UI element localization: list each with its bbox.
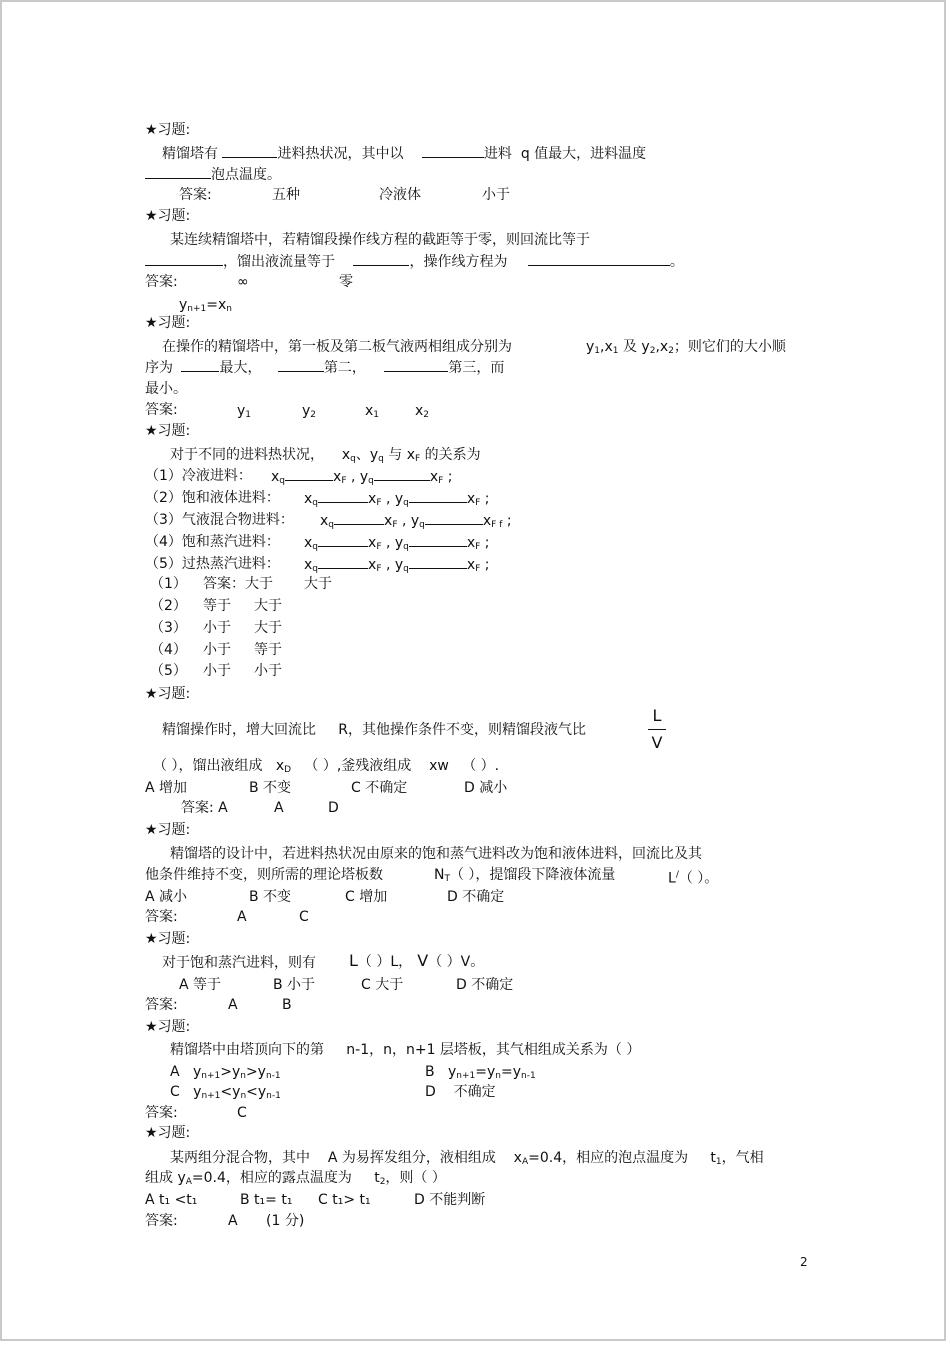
- answer-label: 答案:: [145, 274, 178, 290]
- answer-value: $y_1$: [237, 403, 252, 420]
- question-text: ，馏出液流量等于 ，操作线方程为 。: [145, 252, 684, 271]
- option: D 不能判断: [414, 1192, 486, 1208]
- answer-value: A: [274, 800, 284, 816]
- question-title: ★习题:: [145, 931, 191, 947]
- question-title: ★习题:: [145, 315, 191, 331]
- answer-label: 答案:: [145, 1105, 178, 1121]
- question-text: 对于不同的进料热状况， $x_q$、$y_q$ 与 $x_F$ 的关系为: [170, 447, 481, 464]
- feed-row: （1）冷液进料：: [145, 468, 252, 484]
- answer-label: 答案:: [145, 1213, 178, 1229]
- question-text: 精馏塔有 进料热状况，其中以 进料 q 值最大，进料温度: [162, 146, 647, 162]
- feed-row-blanks: $x_q$ $x_F$ , $y_q$ $x_F$ ;: [304, 491, 490, 508]
- question-text: $N_T$（ ），提馏段下降液体流量: [434, 867, 616, 884]
- option: A 等于: [179, 977, 222, 993]
- answer-value: 小于: [203, 620, 231, 636]
- answer-value: 大于: [254, 598, 282, 614]
- answer-num: （3）: [150, 620, 187, 636]
- question-text: 对于饱和蒸汽进料，则有: [162, 955, 316, 971]
- option: A 减小: [145, 889, 188, 905]
- option: C t₁> t₁: [318, 1192, 371, 1208]
- answer-value: 小于: [482, 187, 510, 203]
- feed-row: （4）饱和蒸汽进料：: [145, 534, 280, 550]
- question-title: ★习题:: [145, 686, 191, 702]
- option: B t₁= t₁: [240, 1192, 293, 1208]
- answer-value: $y_2$: [302, 403, 317, 420]
- answer-num: （2）: [150, 598, 187, 614]
- question-text: 组成 $y_A=0.4$，相应的露点温度为 $t_2$，则（ ）: [145, 1170, 446, 1187]
- feed-row-blanks: $x_q$ $x_F$ , $y_q$ $x_F$ ;: [304, 535, 490, 552]
- answer-value: C: [237, 1105, 247, 1121]
- answer-label: 答案:: [179, 187, 212, 203]
- option: B 小于: [273, 977, 316, 993]
- answer-num: （1）: [150, 576, 187, 592]
- answer-value: A: [228, 1213, 238, 1229]
- question-title: ★习题:: [145, 208, 191, 224]
- answer-value: C: [299, 909, 309, 925]
- answer-value: 大于: [254, 620, 282, 636]
- answer-value: A: [237, 909, 247, 925]
- feed-row-blanks: $x_q$ $x_F$ , $y_q$ $x_{F f}$ ;: [320, 513, 512, 530]
- answer-value: 大于: [304, 576, 332, 592]
- answer-value: 零: [339, 274, 353, 290]
- option: C 不确定: [351, 780, 408, 796]
- option: B 不变: [249, 889, 292, 905]
- answer-value: 等于: [203, 598, 231, 614]
- option: C 大于: [361, 977, 404, 993]
- question-text: L/（ ）。: [668, 870, 719, 887]
- answer-value: B: [282, 997, 292, 1013]
- question-text: 序为 最大， 第二， 第三，而: [145, 360, 505, 376]
- fraction-denominator: V: [651, 733, 663, 752]
- option: A 增加: [145, 780, 188, 796]
- answer-value: 小于: [203, 663, 231, 679]
- question-text: 某连续精馏塔中，若精馏段操作线方程的截距等于零，则回流比等于: [170, 232, 590, 248]
- option: B $y_{n+1}=y_n=y_{n-1}$: [425, 1064, 536, 1081]
- option: B 不变: [249, 780, 292, 796]
- answer-value: 小于: [254, 663, 282, 679]
- question-title: ★习题:: [145, 423, 191, 439]
- answer-value: 答案: A: [181, 800, 228, 816]
- option: D 不确定: [425, 1084, 496, 1100]
- answer-num: （4）: [150, 642, 187, 658]
- question-text: $y_1,x_1$ 及 $y_2,x_2$；则它们的大小顺: [586, 339, 786, 356]
- feed-row: （3）气液混合物进料：: [145, 512, 294, 528]
- option: D 不确定: [447, 889, 505, 905]
- option: D 减小: [464, 780, 508, 796]
- question-text: 某两组分混合物，其中 A 为易挥发组分，液相组成 $x_A=0.4$，相应的泡点温度为 $t_1$，气相: [170, 1150, 764, 1167]
- question-title: ★习题:: [145, 822, 191, 838]
- option: A t₁ <t₁: [145, 1192, 198, 1208]
- question-text: L（ ）L， V（ ）V。: [349, 951, 485, 970]
- option: C 增加: [345, 889, 388, 905]
- fraction-bar: [648, 729, 666, 730]
- answer-value: 冷液体: [379, 187, 421, 203]
- option: A $y_{n+1}>y_n>y_{n-1}$: [170, 1064, 281, 1081]
- answer-label: 答案:: [145, 997, 178, 1013]
- question-text: 精馏塔的设计中，若进料热状况由原来的饱和蒸气进料改为饱和液体进料，回流比及其: [170, 846, 702, 862]
- question-text: （ ），馏出液组成 $x_D$ （ ）,釜残液组成 xw （ ）.: [153, 758, 500, 775]
- feed-row: （2）饱和液体进料：: [145, 490, 280, 506]
- question-title: ★习题:: [145, 1125, 191, 1141]
- answer-num: （5）: [150, 663, 187, 679]
- fraction-numerator: L: [652, 706, 662, 725]
- feed-row-blanks: $x_q$ $x_F$ , $y_q$ $x_F$ ;: [304, 557, 490, 574]
- answer-value: (1 分): [266, 1213, 305, 1229]
- feed-row-blanks: $x_q$ $x_F$ , $y_q$ $x_F$ ;: [271, 469, 453, 486]
- answer-value: 五种: [272, 187, 300, 203]
- answer-value: $x_1$: [365, 403, 380, 420]
- question-text: 最小。: [145, 381, 187, 397]
- question-text: 他条件维持不变，则所需的理论塔板数: [145, 867, 383, 883]
- answer-value: ∞: [237, 274, 249, 290]
- feed-row: （5）过热蒸汽进料：: [145, 556, 280, 572]
- answer-value: D: [328, 800, 339, 816]
- question-text: 在操作的精馏塔中，第一板及第二板气液两相组成分别为: [162, 339, 512, 355]
- question-title: ★习题:: [145, 122, 191, 138]
- answer-label: 答案:: [145, 909, 178, 925]
- page-number: 2: [800, 1255, 808, 1269]
- answer-value: 等于: [254, 642, 282, 658]
- answer-label: 答案:: [145, 402, 178, 418]
- question-text: 精馏塔中由塔顶向下的第 n-1，n，n+1 层塔板，其气相组成关系为（ ）: [170, 1042, 641, 1058]
- option: D 不确定: [456, 977, 514, 993]
- question-text: 泡点温度。: [145, 165, 281, 184]
- answer-value: A: [228, 997, 238, 1013]
- question-text: 精馏操作时，增大回流比 R，其他操作条件不变，则精馏段液气比: [162, 722, 586, 738]
- answer-value: $x_2$: [415, 403, 430, 420]
- question-title: ★习题:: [145, 1019, 191, 1035]
- answer-value: 小于: [203, 642, 231, 658]
- answer-equation: $y_{n+1}=x_n$: [179, 297, 233, 314]
- answer-value: 答案：大于: [203, 576, 273, 592]
- option: C $y_{n+1}<y_n<y_{n-1}$: [170, 1084, 281, 1101]
